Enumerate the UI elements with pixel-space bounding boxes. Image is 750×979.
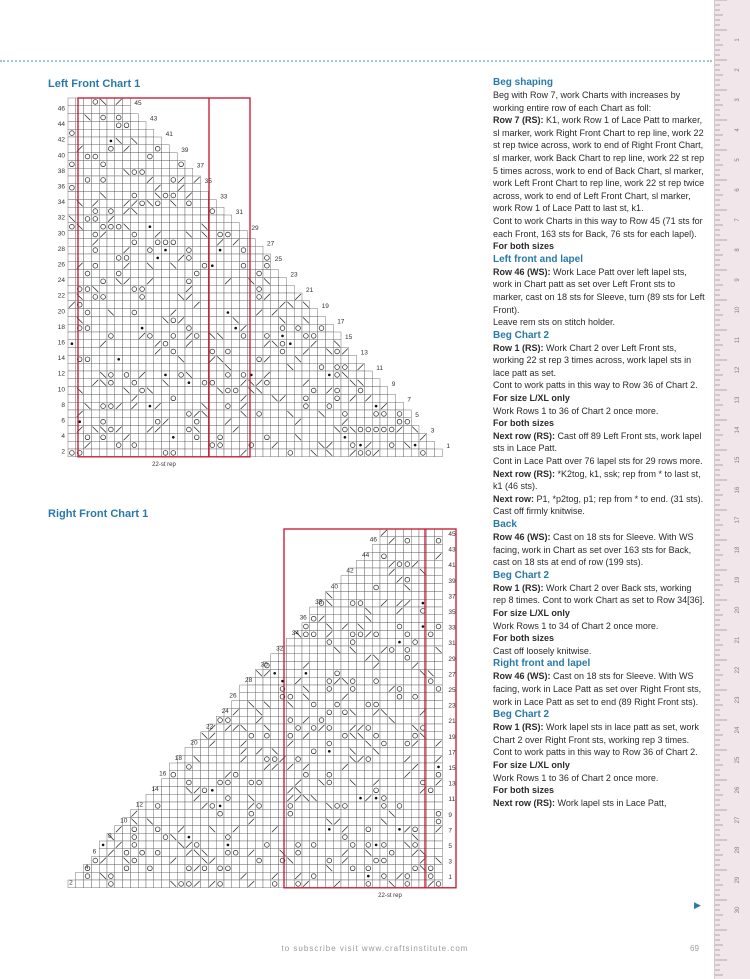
ruler-number: 23	[735, 696, 741, 704]
bobble-symbol	[422, 625, 425, 628]
row-number-left: 32	[57, 214, 65, 222]
next-row-instruction: Next row (RS): *K2tog, k1, ssk; rep from * to last st, k1 (46 sts).	[493, 468, 701, 492]
row-number-left: 22	[57, 292, 65, 300]
bobble-symbol	[359, 444, 362, 447]
row-number-right: 39	[181, 146, 189, 154]
bobble-symbol	[375, 405, 378, 408]
right-chart-title: Right Front Chart 1	[48, 508, 149, 520]
bobble-symbol	[359, 797, 362, 800]
bobble-symbol	[367, 875, 370, 878]
heading-beg-shaping: Beg shaping	[493, 77, 554, 88]
row-number-left: 26	[229, 692, 237, 700]
row-number-right: 39	[448, 577, 456, 585]
row-number-right: 11	[376, 365, 383, 373]
left-chart-title: Left Front Chart 1	[48, 78, 141, 90]
chart-grid	[68, 529, 442, 888]
row-number-left: 30	[260, 661, 268, 669]
paragraph: Cast off loosely knitwise.	[493, 645, 592, 656]
bobble-symbol	[219, 805, 222, 808]
last-row-instruction: Next row (RS): Work lapel sts in Lace Patt,	[493, 797, 667, 808]
paragraph: Cont to work patts in this way to Row 36 of Chart 2.	[493, 747, 698, 758]
row-number-right: 9	[391, 380, 396, 388]
row-number-right: 37	[448, 593, 456, 601]
row-number-left: 6	[61, 417, 65, 425]
row-number-left: 42	[57, 136, 65, 144]
row-number-left: 36	[299, 614, 307, 622]
size-note: For both sizes	[493, 241, 555, 252]
row-number-left: 38	[57, 167, 65, 175]
ruler-number: 17	[735, 516, 741, 524]
bobble-symbol	[117, 358, 120, 361]
paragraph: Work Rows 1 to 36 of Chart 2 once more.	[493, 405, 659, 416]
row-number-left: 10	[57, 386, 65, 394]
bobble-symbol	[305, 672, 308, 675]
row-number-left: 36	[57, 183, 65, 191]
row-number-left: 8	[61, 401, 65, 409]
chart-grid	[68, 98, 442, 457]
row46-instruction: Row 46 (WS): Work Lace Patt over left lapel sts, work in Chart patt as set over Left Front sts to marker, cast on 18 sts for Sleeve, turn (89 sts for Left Front).	[493, 266, 705, 315]
row-number-left: 30	[57, 230, 65, 238]
row-number-left: 8	[108, 832, 112, 840]
ruler-number: 20	[735, 606, 741, 614]
bobble-symbol	[219, 249, 222, 252]
row-number-right: 13	[448, 780, 456, 788]
row-number-left: 16	[159, 770, 167, 778]
rf-row46-instruction: Row 46 (WS): Cast on 18 sts for Sleeve. With WS facing, work in Lace Patt as set over Right Front sts, work in Lace Patt as set to end (89 Right Front sts).	[493, 671, 702, 707]
page-number: 69	[690, 944, 699, 953]
next-row-instruction: Next row (RS): Cast off 89 Left Front sts, work lapel sts in Lace Patt.	[493, 430, 702, 454]
row-number-left: 40	[57, 152, 65, 160]
bobble-symbol	[164, 249, 167, 252]
bobble-symbol	[289, 342, 292, 345]
row-number-left: 4	[84, 864, 89, 872]
heading-beg-chart2: Beg Chart 2	[493, 329, 550, 341]
row-number-left: 4	[61, 433, 65, 441]
bobble-symbol	[78, 420, 81, 423]
row-number-left: 10	[120, 817, 128, 825]
row-number-right: 23	[290, 271, 298, 279]
row-number-right: 43	[448, 546, 456, 554]
paragraph: Cont to work patts in this way to Row 36 of Chart 2.	[493, 380, 698, 391]
row-number-right: 21	[306, 287, 314, 295]
row-number-right: 7	[407, 396, 412, 404]
ruler-number: 30	[735, 906, 741, 914]
row-number-right: 5	[448, 843, 453, 851]
row-number-left: 16	[57, 339, 65, 347]
row-number-right: 35	[204, 178, 212, 186]
bobble-symbol	[110, 140, 113, 143]
row-number-right: 11	[448, 796, 456, 804]
row-number-left: 18	[174, 754, 182, 762]
back-row46-instruction: Row 46 (WS): Cast on 18 sts for Sleeve. With WS facing, work in Chart as set over 163 sts for Back, cast on 18 sts at end of row (199 sts).	[493, 532, 694, 568]
ruler-number: 11	[735, 336, 741, 344]
ruler-number: 26	[735, 786, 741, 794]
row-number-right: 5	[415, 412, 419, 420]
row-number-right: 29	[448, 655, 456, 663]
row-number-left: 26	[57, 261, 65, 269]
bobble-symbol	[172, 436, 175, 439]
ruler-number: 12	[735, 366, 741, 374]
ruler-number: 3	[735, 98, 741, 102]
bobble-symbol	[71, 342, 74, 345]
row-number-left: 24	[221, 708, 229, 716]
triangle-right-icon: ▶	[694, 900, 701, 910]
row-number-right: 17	[337, 318, 345, 326]
size-note: For both sizes	[493, 785, 555, 796]
ruler-number: 27	[735, 816, 741, 824]
size-note: For size L/XL only	[493, 607, 570, 618]
row-number-left: 42	[346, 567, 354, 575]
row-number-right: 45	[134, 100, 142, 108]
row-number-right: 25	[448, 687, 456, 695]
row-number-right: 33	[448, 624, 456, 632]
ruler-number: 10	[735, 306, 741, 314]
size-note: For both sizes	[493, 633, 555, 644]
bobble-symbol	[188, 381, 191, 384]
row-number-right: 25	[274, 256, 283, 264]
row-number-left: 46	[57, 105, 65, 113]
row-number-right: 37	[196, 162, 205, 170]
row-number-right: 31	[448, 640, 456, 648]
ruler-number: 5	[735, 158, 741, 162]
row-number-right: 33	[220, 193, 228, 201]
rf-row1-instruction: Row 1 (RS): Work lapel sts in lace patt as set, work Chart 2 over Right Front sts, working rep 3 times.	[493, 722, 699, 745]
ruler-number: 4	[735, 128, 741, 132]
row-number-right: 45	[448, 531, 456, 539]
bobble-symbol	[328, 750, 331, 753]
row-number-right: 27	[267, 240, 275, 248]
paragraph: Cast off firmly knitwise.	[493, 506, 585, 517]
row-number-left: 22	[205, 723, 214, 731]
heading-back: Back	[493, 519, 517, 530]
ruler-number: 13	[735, 396, 741, 404]
size-note: For size L/XL only	[493, 759, 570, 770]
row-number-left: 24	[57, 277, 65, 285]
ruler-number: 22	[735, 666, 741, 674]
bobble-symbol	[273, 672, 276, 675]
next-row-instruction: Next row: P1, *p2tog, p1; rep from * to end. (31 sts).	[493, 493, 704, 504]
bobble-symbol	[234, 327, 237, 330]
rep-label: 22-st rep	[378, 892, 402, 899]
row-number-left: 14	[57, 355, 65, 363]
row-number-left: 28	[244, 676, 253, 684]
row-number-right: 1	[448, 874, 453, 882]
bobble-symbol	[227, 844, 230, 847]
bobble-symbol	[422, 602, 425, 605]
ruler-number: 1	[735, 38, 741, 42]
row-number-right: 29	[251, 224, 259, 232]
row-number-left: 18	[57, 323, 65, 331]
paragraph: Work Rows 1 to 34 of Chart 2 once more.	[493, 620, 659, 631]
ruler-number: 9	[735, 278, 741, 282]
ruler-number: 14	[735, 426, 741, 434]
right-front-chart	[20, 525, 486, 920]
row-number-left: 44	[361, 552, 370, 560]
paragraph: Work Rows 1 to 36 of Chart 2 once more.	[493, 772, 659, 783]
heading-beg-chart2: Beg Chart 2	[493, 569, 550, 581]
row1-instruction: Row 1 (RS): Work Chart 2 over Left Front sts, working 22 st rep 3 times across, work lapel sts in lace patt as set.	[493, 342, 692, 378]
bobble-symbol	[211, 789, 214, 792]
tape-measure-ruler	[714, 0, 750, 979]
row-number-left: 2	[61, 448, 65, 456]
ruler-number: 16	[735, 486, 741, 494]
row-number-right: 7	[448, 827, 453, 835]
bobble-symbol	[328, 374, 331, 377]
bobble-symbol	[281, 335, 284, 338]
bobble-symbol	[398, 641, 401, 644]
row-number-right: 3	[430, 427, 435, 435]
row-number-right: 13	[360, 349, 368, 357]
ruler-number: 15	[735, 456, 741, 464]
size-note: For both sizes	[493, 418, 555, 429]
row-number-right: 23	[448, 702, 456, 710]
bobble-symbol	[375, 844, 378, 847]
bobble-symbol	[227, 311, 230, 314]
left-front-chart	[46, 94, 486, 484]
row7-instruction: Row 7 (RS): K1, work Row 1 of Lace Patt to marker, sl marker, work Right Front Chart to rep line, work 22 st rep twice across, work to end of Right Front Chart, sl marker, work Back Chart to rep line, work 22 st rep 5 times across, work to end of Back Chart, sl marker, work Left Front Chart to rep line, work 22 st rep twice across, work to end of Left Front Chart, sl marker, work Row 1 of Lace Patt to last st, k1.	[493, 115, 705, 214]
row-number-right: 1	[446, 443, 451, 451]
bobble-symbol	[141, 327, 144, 330]
bobble-symbol	[375, 797, 378, 800]
row-number-right: 41	[165, 131, 173, 139]
row-number-right: 21	[448, 718, 456, 726]
row-number-right: 15	[345, 334, 353, 342]
bobble-symbol	[164, 374, 167, 377]
row-number-left: 34	[57, 199, 65, 207]
row-number-left: 28	[57, 245, 65, 253]
row-number-right: 31	[235, 209, 244, 217]
back-row1-instruction: Row 1 (RS): Work Chart 2 over Back sts, working rep 8 times. Cont to work Chart as set to Row 34[36].	[493, 582, 705, 606]
row-number-left: 32	[276, 645, 284, 653]
bobble-symbol	[102, 844, 105, 847]
bobble-symbol	[328, 828, 331, 831]
row-number-right: 15	[448, 765, 456, 773]
row-number-left: 12	[57, 370, 65, 378]
heading-right-front-lapel: Right front and lapel	[493, 658, 591, 670]
ruler-number: 2	[735, 68, 741, 72]
row-number-left: 44	[57, 121, 65, 129]
row-number-right: 27	[448, 671, 456, 679]
bobble-symbol	[188, 836, 191, 839]
bobble-symbol	[398, 828, 401, 831]
bobble-symbol	[344, 436, 347, 439]
dotted-divider	[0, 60, 712, 62]
row-number-left: 34	[291, 630, 299, 638]
row-number-left: 2	[69, 879, 73, 887]
ruler-number: 19	[735, 576, 741, 584]
pattern-instructions	[493, 76, 705, 809]
heading-beg-chart2: Beg Chart 2	[493, 709, 550, 721]
row-number-left: 46	[369, 536, 377, 544]
paragraph: Beg with Row 7, work Charts with increases by working entire row of each Chart as foll:	[493, 90, 681, 113]
row-number-right: 19	[321, 302, 329, 310]
bobble-symbol	[149, 405, 152, 408]
row-number-left: 12	[135, 801, 143, 809]
row-number-left: 14	[151, 786, 159, 794]
row-number-right: 35	[448, 609, 456, 617]
row-number-right: 3	[448, 858, 453, 866]
paragraph: Cont in Lace Patt over 76 lapel sts for 29 rows more.	[493, 456, 703, 467]
ruler-number: 25	[735, 756, 741, 764]
ruler-number: 18	[735, 546, 741, 554]
row-number-left: 38	[315, 598, 323, 606]
footer-subscribe: to subscribe visit www.craftsinstitute.com	[281, 944, 469, 953]
row-number-right: 43	[150, 115, 158, 123]
ruler-number: 6	[735, 188, 741, 192]
row-number-left: 40	[330, 583, 338, 591]
row-number-left: 6	[92, 848, 97, 856]
bobble-symbol	[211, 264, 214, 267]
row-number-right: 17	[448, 749, 456, 757]
ruler-number: 21	[735, 636, 741, 644]
bobble-symbol	[149, 225, 152, 228]
paragraph: Leave rem sts on stitch holder.	[493, 317, 616, 328]
ruler-number: 24	[735, 726, 741, 734]
size-note: For size L/XL only	[493, 393, 570, 404]
heading-left-front-lapel: Left front and lapel	[493, 253, 583, 265]
ruler-number: 28	[735, 846, 741, 854]
row-number-right: 41	[448, 562, 456, 570]
row-number-left: 20	[57, 308, 65, 316]
row-number-right: 19	[448, 733, 456, 741]
paragraph: Cont to work Charts in this way to Row 45 (71 sts for each Front, 163 sts for Back, 76 sts for each lapel).	[493, 215, 703, 239]
rep-label: 22-st rep	[152, 461, 176, 468]
ruler-number: 7	[735, 218, 741, 222]
row-number-right: 9	[448, 811, 453, 819]
bobble-symbol	[156, 257, 159, 260]
row-number-left: 20	[190, 739, 198, 747]
ruler-number: 29	[735, 876, 741, 884]
bobble-symbol	[437, 766, 440, 769]
bobble-symbol	[414, 444, 417, 447]
ruler-number: 8	[735, 248, 741, 252]
